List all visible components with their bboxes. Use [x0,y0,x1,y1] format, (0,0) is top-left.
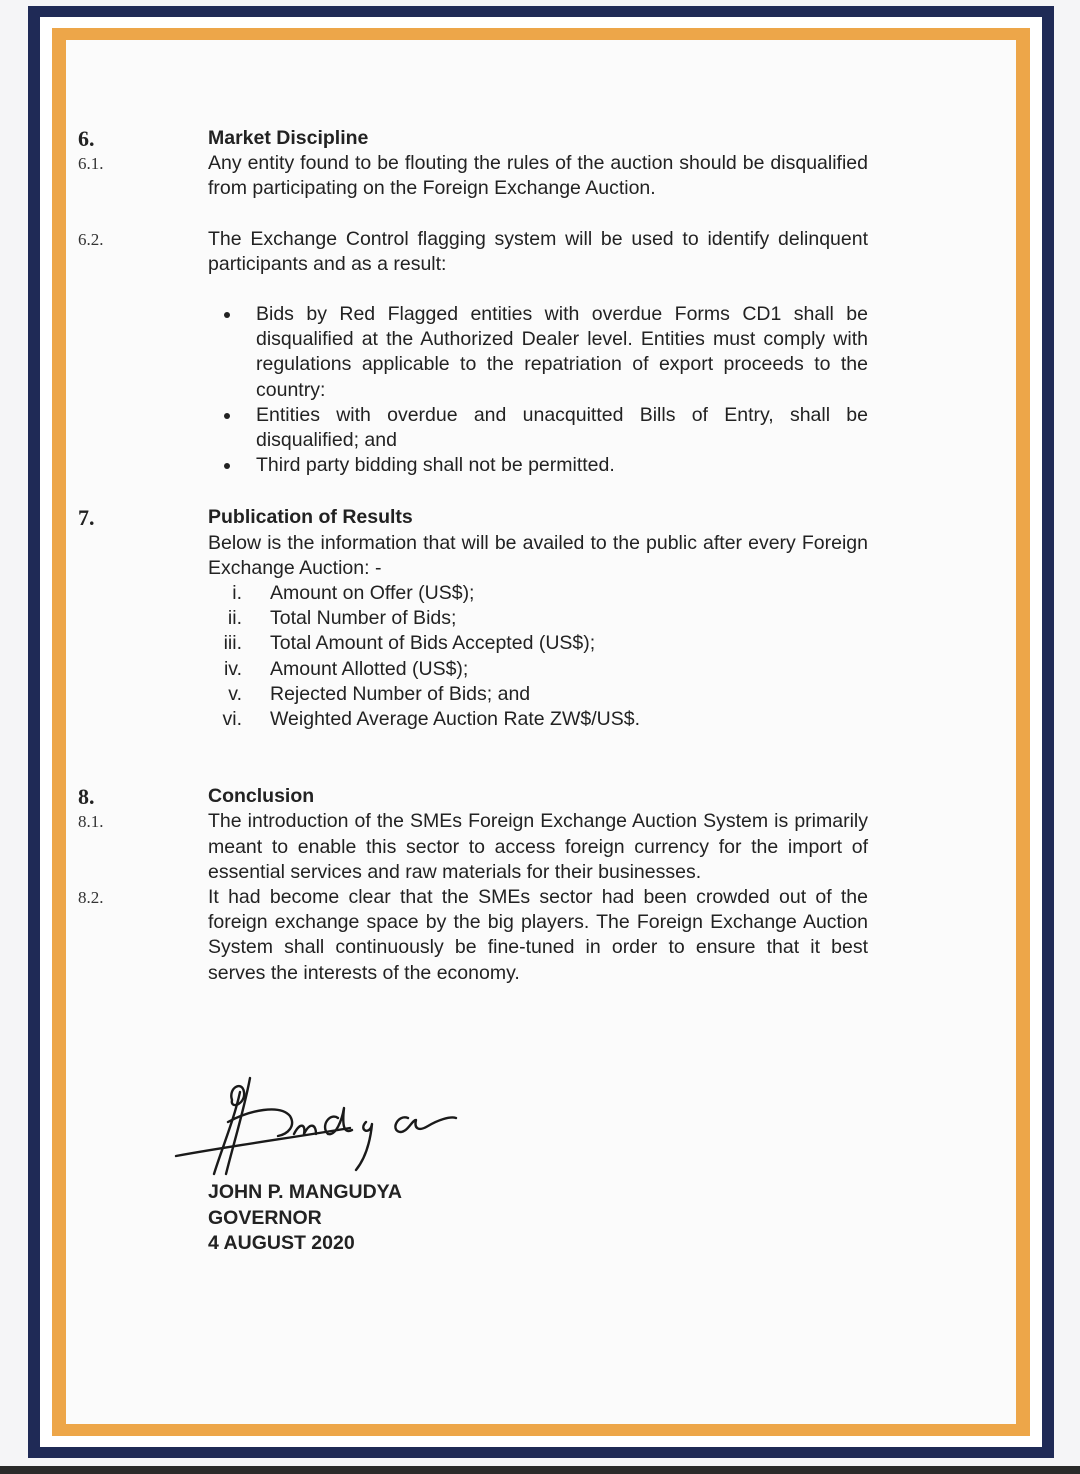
list-item: Bids by Red Flagged entities with overdue Forms CD1 shall be disqualified at the Authorized Dealer level. Entities must comply with regulations applicable to the repatriation of export proceeds to the country: [256,302,868,403]
signatory-title: GOVERNOR [208,1206,322,1229]
list-item: ii. Total Number of Bids; [227,607,457,630]
list-item: iv. Amount Allotted (US$); [223,657,469,680]
paragraph-text: The introduction of the SMEs Foreign Exchange Auction System is primarily meant to enable this sector to access foreign currency for the import of essential services and raw materials for their businesses. [208,810,868,883]
section-number: 7. [78,505,95,531]
signatory-block [208,1180,402,1257]
paragraph-6-2 [78,227,868,277]
paragraph-number: 6.1. [78,154,104,174]
bottom-edge [0,1466,1080,1474]
paragraph-text: Below is the information that will be availed to the public after every Foreign Exchange Auction: - [208,531,868,579]
paragraph-8-2 [78,885,868,986]
section-title: Publication of Results [208,506,413,529]
section-title: Market Discipline [208,127,369,149]
section-6-heading [78,126,868,151]
section-number: 8. [78,784,95,810]
paragraph-7-intro [78,531,868,581]
list-item: i. Amount on Offer (US$); [232,582,475,605]
paragraph-text: Any entity found to be flouting the rules of the auction should be disqualified from participating on the Foreign Exchange Auction. [208,152,868,200]
paragraph-number: 8.1. [78,812,104,832]
bullet-dot-icon [224,312,230,318]
paragraph-number: 8.2. [78,888,104,908]
signature-image [170,1070,470,1180]
paragraph-text: The Exchange Control flagging system will be used to identify delinquent participants and as a result: [208,227,868,275]
section-number: 6. [78,126,95,151]
section-8-heading [78,784,868,809]
bullet-dot-icon [224,463,230,469]
paragraph-number: 6.2. [78,229,104,249]
signatory-name: JOHN P. MANGUDYA [208,1181,402,1203]
paragraph-6-1 [78,151,868,201]
paragraph-text: It had become clear that the SMEs sector had been crowded out of the foreign exchange space by the big players. The Foreign Exchange Auction System shall continuously be fine-tuned in order to ensure that it best serves the interests of the economy. [208,886,868,984]
bullet-dot-icon [224,413,230,419]
list-item: v. Rejected Number of Bids; and [228,682,531,705]
section-title: Conclusion [208,785,315,808]
signature-date: 4 AUGUST 2020 [208,1232,355,1254]
list-item: Entities with overdue and unacquitted Bills of Entry, shall be disqualified; and [256,403,868,453]
section-7-heading [78,505,868,530]
list-item: iii. Total Amount of Bids Accepted (US$); [223,632,596,655]
list-item: vi. Weighted Average Auction Rate ZW$/US$. [222,708,640,731]
results-list [78,581,868,732]
bullet-list [78,302,868,478]
list-item: Third party bidding shall not be permitted. [256,453,868,478]
document-content [78,126,868,986]
paragraph-8-1 [78,809,868,885]
